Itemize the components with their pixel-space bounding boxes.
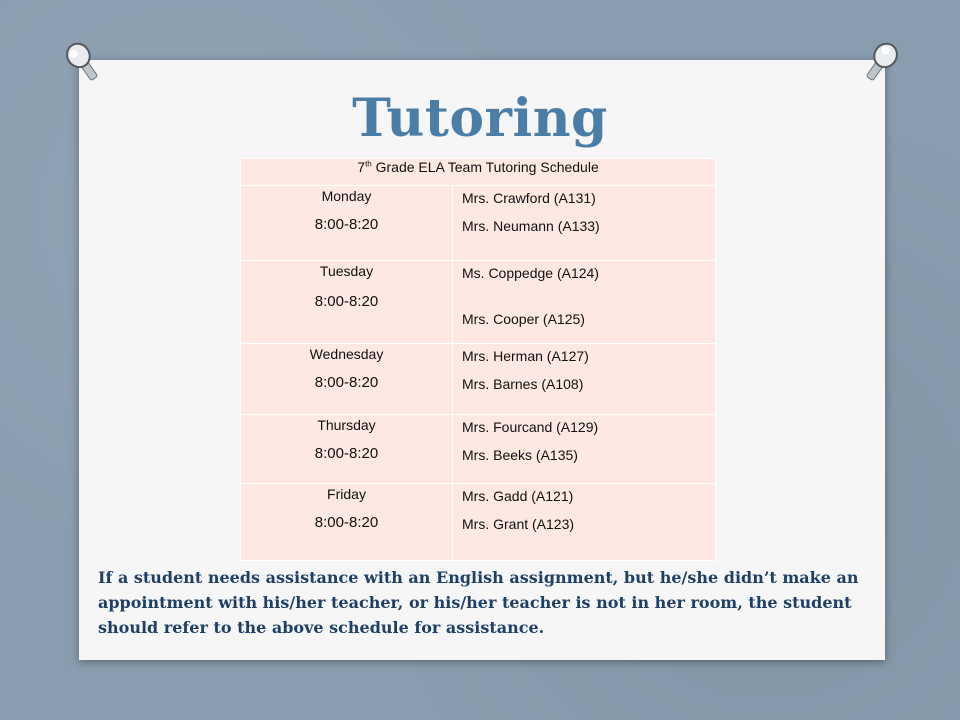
tutor-name: Mrs. Gadd (A121) <box>462 488 574 504</box>
tutor-cell <box>453 484 716 561</box>
day-cell <box>241 344 453 415</box>
table-row-thursday <box>241 415 716 484</box>
day-cell <box>241 186 453 261</box>
tutor-name: Mrs. Fourcand (A129) <box>462 419 599 435</box>
day-name: Friday <box>327 486 366 502</box>
tutor-name: Mrs. Herman (A127) <box>462 348 589 364</box>
caption-ordinal: th <box>365 159 372 169</box>
day-name: Tuesday <box>319 263 374 279</box>
tutor-cell <box>453 186 716 261</box>
table-row-monday <box>241 186 716 261</box>
tutor-name: Ms. Coppedge (A124) <box>462 265 599 281</box>
tutor-cell <box>453 261 716 344</box>
tutoring-schedule-table <box>240 158 716 561</box>
day-time: 8:00-8:20 <box>314 374 379 391</box>
tutor-cell <box>453 344 716 415</box>
day-time: 8:00-8:20 <box>314 514 379 531</box>
day-name: Thursday <box>317 417 376 433</box>
tutor-name: Mrs. Barnes (A108) <box>462 376 584 392</box>
tutor-name: Mrs. Crawford (A131) <box>462 190 596 206</box>
tutor-name: Mrs. Neumann (A133) <box>462 218 600 234</box>
caption-grade: 7 <box>357 159 366 175</box>
day-time: 8:00-8:20 <box>314 293 379 310</box>
caption-text: Grade ELA Team Tutoring Schedule <box>371 159 599 175</box>
table-caption <box>241 159 716 186</box>
day-name: Wednesday <box>309 346 384 362</box>
slide-title: Tutoring <box>352 88 608 149</box>
day-cell <box>241 415 453 484</box>
tutor-name: Mrs. Cooper (A125) <box>462 311 585 327</box>
tutor-cell <box>453 415 716 484</box>
tutor-name: Mrs. Beeks (A135) <box>462 447 578 463</box>
tutor-name: Mrs. Grant (A123) <box>462 516 575 532</box>
table-row-tuesday <box>241 261 716 344</box>
day-name: Monday <box>321 188 372 204</box>
day-time: 8:00-8:20 <box>314 445 379 462</box>
table-row-friday <box>241 484 716 561</box>
table-row-wednesday <box>241 344 716 415</box>
assistance-note: If a student needs assistance with an English assignment, but he/she didn’t make an appointment with his/her teacher, or his/her teacher is not in her room, the student should refer to the above schedule for assistance. <box>98 568 859 637</box>
day-cell <box>241 484 453 561</box>
day-time: 8:00-8:20 <box>314 216 379 233</box>
day-cell <box>241 261 453 344</box>
